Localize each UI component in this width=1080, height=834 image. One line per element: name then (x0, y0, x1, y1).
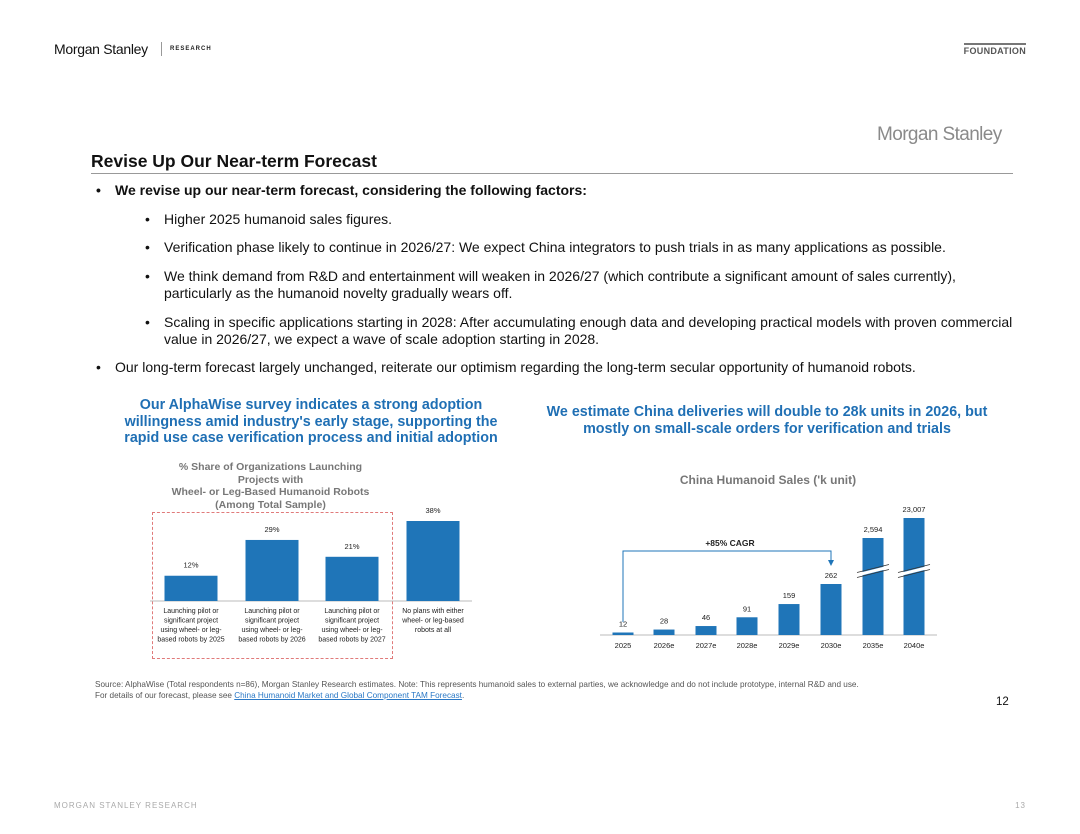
survey-bar (407, 521, 460, 601)
bullet-sub-3: • We think demand from R&D and entertainment will weaken in 2026/27 (which contribute a significant amount of sales currently), particularly as the humanoid novelty gradually wears off. (96, 268, 1016, 303)
survey-chart-title-line: (Among Total Sample) (215, 498, 326, 511)
survey-category-label: significant project (324, 617, 380, 625)
bullet-main-2: • Our long-term forecast largely unchanged, reiterate our optimism regarding the long-term secular opportunity of humanoid robots. (96, 359, 1016, 377)
bullet-sub-2: • Verification phase likely to continue in 2026/27: We expect China integrators to push trials in as many applications as possible. (96, 239, 1016, 257)
sales-category-label: 2040e (903, 641, 925, 650)
survey-bar-label: 21% (344, 541, 360, 551)
source-prefix: For details of our forecast, please see (95, 691, 235, 700)
sales-bar-label: 46 (701, 613, 711, 623)
sales-bar-label: 12 (618, 619, 628, 629)
footer-page-number: 13 (1015, 801, 1026, 810)
source-suffix: . (461, 691, 465, 700)
survey-heading: Our AlphaWise survey indicates a strong adoption willingness amid industry's early stage, supporting the rapid use case verification process and initial adoption (124, 397, 498, 446)
survey-category-label: significant project (244, 617, 300, 625)
source-line-2 (95, 690, 859, 701)
sales-bar (654, 630, 675, 635)
sales-bar-label: 159 (782, 591, 796, 601)
survey-bar (165, 576, 218, 601)
sales-category-label: 2025 (614, 641, 632, 650)
sales-bar-label: 262 (824, 571, 838, 580)
survey-chart-title-line: % Share of Organizations Launching Projects with (178, 461, 363, 486)
survey-category-label: Launching pilot or (244, 608, 300, 615)
cagr-bracket (623, 551, 831, 622)
sales-bar (613, 633, 634, 636)
slide-page-number: 12 (996, 696, 1009, 708)
survey-bar-label: 12% (183, 560, 199, 570)
sales-category-label: 2027e (695, 641, 717, 650)
sales-bar-label: 23,007 (902, 505, 926, 514)
sales-bar-label: 28 (659, 616, 669, 626)
deliveries-heading: We estimate China deliveries will double to 28k units in 2026, but mostly on small-scale orders for verification and trials (546, 404, 988, 437)
survey-category-label: using wheel- or leg- (160, 627, 222, 634)
sales-bar-label: 2,594 (863, 525, 883, 534)
sales-chart-title: China Humanoid Sales ('k unit) (679, 473, 857, 487)
sales-bar (821, 584, 842, 635)
survey-category-label: Launching pilot or (324, 608, 380, 615)
survey-chart-title-line: Wheel- or Leg-Based Humanoid Robots (171, 486, 370, 498)
header-logo: Morgan Stanley (54, 41, 148, 57)
survey-category-label: robots at all (414, 627, 452, 634)
bullet-sub-4: • Scaling in specific applications starting in 2028: After accumulating enough data and developing practical models with proven commercial value in 2026/27, we expect a wave of scale adoption starting in 2028. (96, 314, 1016, 349)
sales-bar (863, 538, 884, 635)
sales-bar (779, 604, 800, 635)
sales-category-label: 2029e (778, 641, 800, 650)
sales-bar (904, 518, 925, 635)
cagr-annotation: +85% CAGR (705, 538, 755, 548)
source-note (95, 679, 859, 701)
sales-category-label: 2028e (736, 641, 758, 650)
sales-category-label: 2026e (653, 641, 675, 650)
forecast-report-link[interactable]: China Humanoid Market and Global Component TAM Forecast (234, 691, 462, 700)
survey-category-label: using wheel- or leg- (241, 627, 303, 634)
survey-category-label: Launching pilot or (163, 608, 219, 615)
slide-title: Revise Up Our Near-term Forecast (91, 151, 377, 171)
survey-bar (246, 540, 299, 601)
bullet-sub-1: • Higher 2025 humanoid sales figures. (96, 211, 1016, 229)
sales-bar (696, 626, 717, 635)
sales-bar-label: 91 (742, 604, 752, 614)
survey-category-label: based robots by 2026 (238, 636, 306, 644)
bullet-main-1: • We revise up our near-term forecast, considering the following factors: (96, 182, 1016, 200)
survey-category-label: significant project (163, 617, 219, 625)
survey-category-label: using wheel- or leg- (321, 627, 383, 634)
survey-category-label: wheel- or leg-based (402, 617, 464, 625)
survey-category-label: based robots by 2027 (318, 636, 386, 644)
sales-category-label: 2035e (862, 641, 884, 650)
cagr-arrowhead (828, 560, 834, 566)
source-line-1: Source: AlphaWise (Total respondents n=86), Morgan Stanley Research estimates. Note: This represents humanoid sales to external parties, we acknowledge and do not include prototype, internal R&D and use. (95, 680, 859, 689)
footer-brand: MORGAN STANLEY RESEARCH (54, 801, 198, 810)
sales-bar (737, 617, 758, 635)
header-research-label: RESEARCH (170, 46, 212, 52)
survey-bar-label: 29% (264, 524, 280, 534)
survey-category-label: based robots by 2025 (157, 636, 225, 644)
survey-bar (326, 557, 379, 601)
survey-bar-label: 38% (425, 506, 441, 515)
slide-logo: Morgan Stanley (877, 124, 1002, 145)
sales-category-label: 2030e (820, 641, 842, 650)
survey-category-label: No plans with either (402, 608, 464, 615)
header-foundation-label: FOUNDATION (964, 43, 1026, 56)
